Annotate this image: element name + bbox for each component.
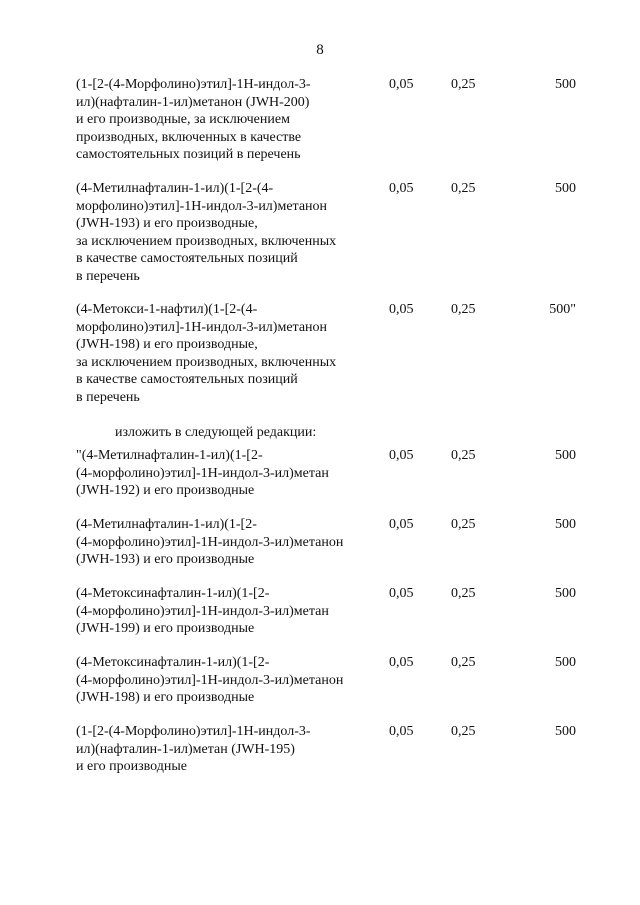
value-column-2: 0,25 — [451, 77, 476, 92]
description-line: в перечень — [76, 268, 140, 284]
substance-description — [76, 723, 376, 776]
description-line: (JWH-193) и его производные — [76, 552, 255, 568]
value-column-3: 500 — [555, 655, 576, 670]
substance-description — [76, 301, 376, 407]
description-line: в перечень — [76, 389, 140, 405]
description-line: в качестве самостоятельных позиций — [76, 251, 298, 267]
value-column-1: 0,05 — [389, 302, 414, 317]
description-line: за исключением производных, включенных — [76, 233, 337, 249]
description-line: (4-Метилнафталин-1-ил)(1-[2-(4- — [76, 181, 274, 196]
value-column-2: 0,25 — [451, 517, 476, 532]
description-line: (JWH-198) и его производные, — [76, 337, 258, 353]
value-column-3: 500 — [555, 517, 576, 532]
value-column-2: 0,25 — [451, 302, 476, 317]
description-line: (JWH-198) и его производные — [76, 690, 255, 706]
description-line: морфолино)этил]-1Н-индол-3-ил)метанон — [76, 319, 328, 335]
description-line: "(4-Метилнафталин-1-ил)(1-[2- — [76, 448, 263, 463]
value-column-2: 0,25 — [451, 448, 476, 463]
description-line: (4-морфолино)этил]-1Н-индол-3-ил)метанон — [76, 672, 344, 688]
description-line: самостоятельных позиций в перечень — [76, 147, 301, 163]
description-line: производных, включенных в качестве — [76, 129, 302, 145]
description-line: и его производные, за исключением — [76, 112, 290, 128]
description-line: (4-Метоксинафталин-1-ил)(1-[2- — [76, 586, 270, 601]
description-line: ил)(нафталин-1-ил)метан (JWH-195) — [76, 741, 295, 757]
value-column-1: 0,05 — [389, 517, 414, 532]
substance-description — [76, 585, 376, 638]
value-column-1: 0,05 — [389, 181, 414, 196]
description-line: (JWH-193) и его производные, — [76, 216, 258, 232]
value-column-1: 0,05 — [389, 724, 414, 739]
value-column-2: 0,25 — [451, 655, 476, 670]
description-line: (4-морфолино)этил]-1Н-индол-3-ил)метан — [76, 465, 329, 481]
description-line: и его производные — [76, 759, 187, 775]
description-line: (JWH-192) и его производные — [76, 483, 255, 499]
value-column-3: 500 — [555, 77, 576, 92]
description-line: (1-[2-(4-Морфолино)этил]-1Н-индол-3- — [76, 724, 311, 739]
description-line: (4-Метокси-1-нафтил)(1-[2-(4- — [76, 302, 258, 317]
substance-description — [76, 76, 376, 164]
description-line: (4-морфолино)этил]-1Н-индол-3-ил)метанон — [76, 534, 344, 550]
value-column-3: 500 — [555, 586, 576, 601]
substance-description — [76, 447, 376, 500]
value-column-2: 0,25 — [451, 724, 476, 739]
value-column-1: 0,05 — [389, 586, 414, 601]
value-column-2: 0,25 — [451, 181, 476, 196]
value-column-1: 0,05 — [389, 655, 414, 670]
description-line: (4-Метилнафталин-1-ил)(1-[2- — [76, 517, 257, 532]
description-line: ил)(нафталин-1-ил)метанон (JWH-200) — [76, 94, 310, 110]
value-column-3: 500 — [555, 724, 576, 739]
value-column-3: 500 — [555, 181, 576, 196]
description-line: морфолино)этил]-1Н-индол-3-ил)метанон — [76, 198, 328, 214]
substance-description — [76, 654, 376, 707]
value-column-1: 0,05 — [389, 448, 414, 463]
substance-description — [76, 180, 376, 286]
description-line: в качестве самостоятельных позиций — [76, 372, 298, 388]
value-column-3: 500" — [549, 302, 576, 317]
description-line: (4-Метоксинафталин-1-ил)(1-[2- — [76, 655, 270, 670]
description-line: (1-[2-(4-Морфолино)этил]-1Н-индол-3- — [76, 77, 311, 92]
value-column-1: 0,05 — [389, 77, 414, 92]
value-column-2: 0,25 — [451, 586, 476, 601]
description-line: (JWH-199) и его производные — [76, 621, 255, 637]
page-number: 8 — [316, 42, 324, 58]
value-column-3: 500 — [555, 448, 576, 463]
description-line: (4-морфолино)этил]-1Н-индол-3-ил)метан — [76, 603, 329, 619]
description-line: за исключением производных, включенных — [76, 354, 337, 370]
substance-description — [76, 516, 376, 569]
transition-text: изложить в следующей редакции: — [115, 425, 317, 440]
